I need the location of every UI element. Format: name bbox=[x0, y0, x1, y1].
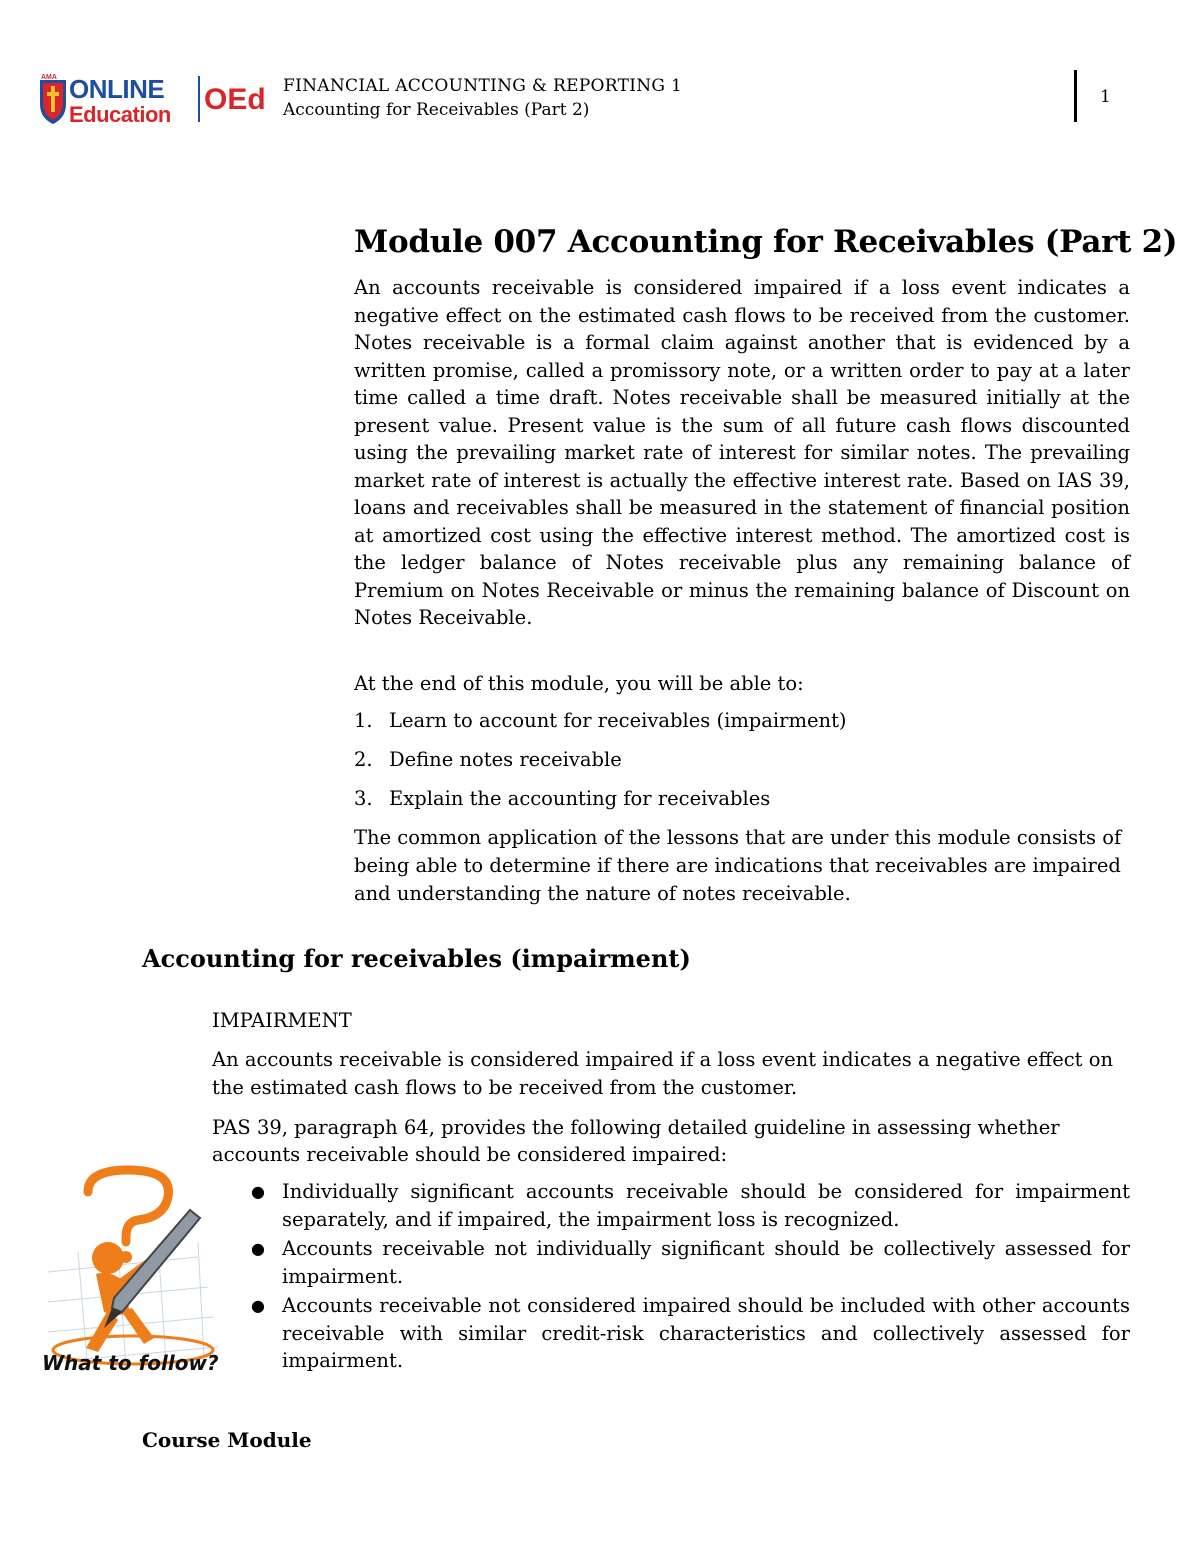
question-mark-icon bbox=[88, 1170, 169, 1242]
course-subtitle: Accounting for Receivables (Part 2) bbox=[283, 100, 590, 120]
objectives-intro: At the end of this module, you will be able to: bbox=[354, 671, 804, 695]
list-item: ● Individually significant accounts receivable should be considered for impairment separately, and if impaired, the impairment loss is recognized. bbox=[212, 1178, 1130, 1233]
list-item: 3. Explain the accounting for receivables bbox=[354, 786, 771, 810]
bullet-icon: ● bbox=[251, 1182, 265, 1201]
list-item: 2. Define notes receivable bbox=[354, 747, 622, 771]
objectives-list bbox=[354, 707, 1130, 812]
list-item: ● Accounts receivable not considered impaired should be included with other accounts receivable with similar credit-risk characteristics and collectively assessed for impairment. bbox=[212, 1292, 1130, 1375]
module-intro-paragraph: An accounts receivable is considered impaired if a loss event indicates a negative effect on the estimated cash flows to be received from the customer. Notes receivable is a formal claim against another that is evidenced by a written promise, called a promissory note, or a written order to pay at a later time called a time draft. Notes receivable shall be measured initially at the present value. Present value is the sum of all future cash flows discounted using the prevailing market rate of interest for similar notes. The prevailing market rate of interest is actually the effective interest rate. Based on IAS 39, loans and receivables shall be measured in the statement of financial position at amortized cost using the effective interest method. The amortized cost is the ledger balance of Notes receivable plus any remaining balance of Premium on Notes Receivable or minus the remaining balance of Discount on Notes Receivable. bbox=[354, 276, 1130, 629]
svg-text:ONLINE: ONLINE bbox=[69, 74, 165, 104]
bullet-icon: ● bbox=[251, 1296, 265, 1315]
online-education-logo bbox=[38, 72, 270, 126]
course-title: FINANCIAL ACCOUNTING & REPORTING 1 bbox=[283, 76, 683, 96]
header-divider bbox=[1074, 70, 1077, 122]
impairment-definition: An accounts receivable is considered impaired if a loss event indicates a negative effect on the estimated cash flows to be received from the customer. bbox=[212, 1048, 1113, 1099]
what-to-follow-clipart bbox=[38, 1162, 228, 1384]
impairment-label: IMPAIRMENT bbox=[212, 1009, 352, 1032]
bullet-icon: ● bbox=[251, 1239, 265, 1258]
pas-guideline-intro: PAS 39, paragraph 64, provides the following detailed guideline in assessing whether accounts receivable should be considered impaired: bbox=[212, 1116, 1060, 1166]
section-heading: Accounting for receivables (impairment) bbox=[142, 944, 691, 973]
svg-text:Education: Education bbox=[69, 102, 171, 126]
page-number: 1 bbox=[1100, 87, 1111, 107]
guideline-list bbox=[212, 1178, 1130, 1375]
list-item: ● Accounts receivable not individually significant should be collectively assessed for impairment. bbox=[212, 1235, 1130, 1290]
module-title: Module 007 Accounting for Receivables (Part 2) bbox=[354, 224, 1178, 260]
module-intro-section bbox=[354, 222, 1178, 908]
footer-course-module: Course Module bbox=[142, 1428, 312, 1452]
list-item: 1. Learn to account for receivables (impairment) bbox=[354, 708, 847, 732]
svg-text:AMA: AMA bbox=[41, 74, 57, 81]
svg-text:What to follow?: What to follow? bbox=[42, 1351, 219, 1375]
impairment-block bbox=[212, 1008, 1130, 1377]
application-paragraph: The common application of the lessons that are under this module consists of being able to determine if there are indications that receivables are impaired and understanding the nature of notes receivable. bbox=[354, 825, 1122, 905]
svg-text:OEd: OEd bbox=[204, 83, 266, 116]
